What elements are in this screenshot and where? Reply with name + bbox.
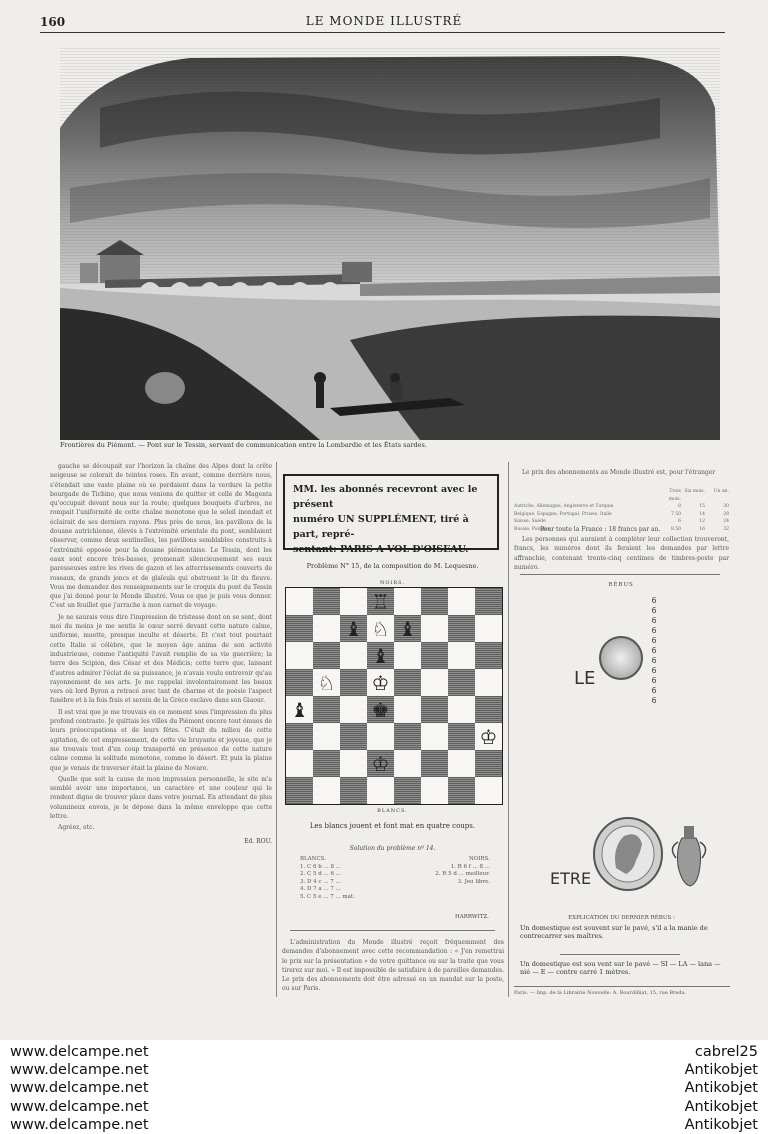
- chess-square: [421, 669, 448, 696]
- rebus-six: 6: [651, 696, 657, 705]
- rebus-word-le: LE: [574, 668, 596, 689]
- price-cell: 32: [723, 526, 729, 532]
- page-number: 160: [40, 15, 66, 29]
- header-rule: [40, 32, 725, 33]
- price-cell: 8 50: [670, 526, 681, 532]
- chess-square: [475, 750, 502, 777]
- coin-medal-icon: [599, 636, 643, 680]
- price-country: Belgique, Espagne, Portugal, Prusse, Italie: [514, 511, 612, 517]
- solution-row: [300, 871, 490, 879]
- price-country: Suisse, Suède: [514, 519, 546, 524]
- price-row: [514, 503, 729, 511]
- solution-cell: 2. R 5 d ... meilleur.: [435, 871, 490, 877]
- chess-square: [367, 642, 394, 669]
- watermark-line: Antikobjet: [684, 1080, 758, 1097]
- chess-square: [367, 669, 394, 696]
- chess-square: [313, 777, 340, 804]
- price-cell: 16: [699, 526, 705, 532]
- solution-cell: 1. R 6 f ... 8 ...: [450, 863, 490, 870]
- article-paragraph: Agréez, etc.: [58, 824, 95, 832]
- france-price-note: Pour toute la France : 18 francs par an.: [540, 526, 661, 533]
- chess-square: [394, 777, 421, 804]
- price-cell: 30: [723, 504, 729, 509]
- rebus-six: 6: [651, 606, 657, 615]
- solution-cell: 1. C 6 b ... 8 ...: [300, 863, 341, 870]
- running-title: LE MONDE ILLUSTRÉ: [305, 14, 463, 28]
- supplement-notice: [283, 474, 499, 555]
- back-issues-note-text: Les personnes qui auraient à compléter leur collection trouveront, francs, les numéros dont ils feraient les demandes par lettre affranchie, contenant trente-cinq centimes de timbres-poste par numéro.: [514, 536, 729, 571]
- price-header-row: [514, 488, 729, 503]
- chess-square: [475, 588, 502, 615]
- chess-piece: ♔: [479, 724, 498, 749]
- subscription-intro: [514, 468, 729, 479]
- chess-square: [367, 615, 394, 642]
- chess-square: [286, 723, 313, 750]
- solution-cell: 3. Jeu libre.: [457, 878, 490, 885]
- rebus-cameo-and-vase-icon: [586, 808, 718, 894]
- subscription-intro-text: Le prix des abonnements au Monde illustré est, pour l'étranger: [522, 469, 716, 476]
- watermark-line: www.delcampe.net: [10, 1080, 149, 1097]
- chess-square: [313, 615, 340, 642]
- price-col-header: Trois mois.: [668, 489, 681, 502]
- article-column: [50, 462, 272, 846]
- chess-board: [285, 587, 503, 805]
- chess-square: [475, 615, 502, 642]
- rebus-title: RÉBUS: [608, 582, 634, 588]
- price-cell: 8: [678, 504, 681, 509]
- rebus-six: 6: [651, 596, 657, 605]
- chess-square: [448, 615, 475, 642]
- chess-square: [313, 696, 340, 723]
- chess-white-label: BLANCS.: [377, 808, 408, 814]
- chess-square: [475, 723, 502, 750]
- chess-square: [286, 750, 313, 777]
- chess-square: [421, 615, 448, 642]
- rebus-six: 6: [651, 676, 657, 685]
- solution-cell: 3. D 4 c ... 7 ...: [300, 878, 341, 885]
- chess-square: [394, 588, 421, 615]
- solution-row: [300, 856, 490, 864]
- chess-square: [286, 777, 313, 804]
- chess-square: [340, 750, 367, 777]
- watermark-line: Antikobjet: [684, 1116, 758, 1133]
- chess-piece: ♖: [371, 589, 390, 614]
- notice-line: numéro UN SUPPLÉMENT, tiré à part, repré-: [293, 514, 469, 540]
- chess-square: [367, 696, 394, 723]
- price-row: [514, 511, 729, 519]
- chess-piece: ♝: [398, 616, 417, 641]
- chess-square: [394, 642, 421, 669]
- chess-piece: ♘: [317, 670, 336, 695]
- column-divider-1: [276, 462, 277, 997]
- chess-square: [340, 777, 367, 804]
- chess-square: [421, 777, 448, 804]
- watermark-line: www.delcampe.net: [10, 1098, 149, 1115]
- article-paragraph: gauche se découpait sur l'horizon la chaîne des Alpes dont la crête neigeuse se colorait de teintes roses. En avant, comme derrière nous, s'étendait une vaste plaine où se perdaient dans la verdure la petite bourgade de Tichino, que nous venions de quitter et celle de Magenta qu'occupait devant nous sur la route; quelques bouquets d'arbres, ne rompait l'uniformité de cette chaîne monotone que le soleil inondait et éclairait de ses derniers rayons. Plus près de nous, les pavillons de la douane autrichienne, élevés à l'extrémité orientale du pont, semblaient observer, comme deux sentinelles, les pavillons semblables construits à l'extrémité opposée pour la douane piémontaise. Le Tessin, dont les eaux sont encore très-basses, promenait silencieusement ses eaux paresseuses entre les rives de gazon et les atterrissements couverts de roseaux, de grands joncs et de glaïeuls qui obstruent le lit du fleuve. Vous me demandez des renseignements sur le croquis du pont du Tessin que j'ai donné pour le Monde illustré. Vous ce que je puis vous donner. C'est un feuillet que j'arrache à mon carnet de voyage.: [50, 463, 272, 610]
- notice-line: MM. les abonnés recevront avec le présent: [293, 484, 478, 510]
- chess-square: [448, 669, 475, 696]
- chess-black-label: NOIRS.: [379, 580, 406, 586]
- chess-square: [448, 642, 475, 669]
- chess-piece: ♝: [371, 643, 390, 668]
- chess-square: [421, 723, 448, 750]
- watermark-left: [10, 1043, 149, 1134]
- chess-square: [394, 696, 421, 723]
- price-country: Russie, Pologne: [514, 526, 551, 532]
- chess-square: [475, 669, 502, 696]
- price-cell: 24: [723, 519, 729, 524]
- rebus-explanation-1: Un domestique est souvent sur le pavé, s'il a la manie de contrecarrer ses maîtres.: [520, 924, 708, 940]
- chess-square: [448, 777, 475, 804]
- chess-square: [340, 642, 367, 669]
- watermark-right: [685, 1043, 758, 1134]
- chess-square: [421, 642, 448, 669]
- chess-square: [421, 696, 448, 723]
- price-cell: 28: [723, 511, 729, 517]
- chess-square: [340, 696, 367, 723]
- article-paragraph: Il est vrai que je me trouvais en ce moment sous l'impression du plus profond contraste. Je quittais les villes du Piémont encore tout émues de leurs préoccupations et de leurs fêtes. C'était du milieu de cette agitation, de cet empressement, de cette vie bruyante et joyeuse, que je me trouvais tout d'un coup transporté en présence de cette nature calme comme la solitude monotone, comme le désert. Et puis la plaine que je venais de traverser était la plaine de Novare.: [50, 708, 272, 772]
- solution-row: [300, 864, 490, 872]
- rebus-six: 6: [651, 626, 657, 635]
- chess-square: [286, 696, 313, 723]
- solution-cell: BLANCS.: [300, 856, 327, 862]
- price-col-header: Un an.: [713, 489, 729, 494]
- rebus-six: 6: [651, 616, 657, 625]
- chess-problem-title: Problème N° 15, de la composition de M. Lequesne.: [306, 562, 479, 570]
- chess-square: [475, 777, 502, 804]
- solution-cell: NOIRS.: [469, 856, 490, 862]
- price-cell: 12: [699, 519, 705, 524]
- price-cell: 14: [699, 511, 705, 517]
- article-paragraph: Je ne saurais vous dire l'impression de tristesse dont on se sent, dont moi du moins je me sentis le cœur serré devant cette nature calme, uniforme, muette, presque inculte et déserte. Et c'est tout pourtant cette Italie si célèbre, que le moyen âge anima de son activité industrieuse, comme l'antiquité l'avait remplie de sa vie guerrière; la terre des Scipion, des César et des Médicis; cette terre que, laissant d'autres admirer l'éclat de sa puissance, je n'avais voulu entrevoir qu'au rayonnement de ses arts. Je me rappelai involontairement les beaux vers où lord Byron a retracé avec tant de charme et de poésie l'aspect funèbre et à la fois frais et serein de la Grèce esclave dans son Giaour.: [50, 613, 272, 705]
- chess-square: [340, 669, 367, 696]
- chess-square: [367, 723, 394, 750]
- chess-square: [448, 588, 475, 615]
- watermark-line: www.delcampe.net: [10, 1062, 149, 1079]
- section-rule: [560, 954, 680, 955]
- watermark-line: Antikobjet: [684, 1062, 758, 1079]
- price-cell: 6: [678, 519, 681, 524]
- price-col-header: Six mois.: [684, 489, 705, 494]
- price-country: Autriche, Allemagne, Angleterre et Turquie: [514, 504, 614, 509]
- chess-square: [340, 723, 367, 750]
- chess-square: [313, 669, 340, 696]
- chess-square: [286, 588, 313, 615]
- section-rule: [290, 930, 495, 931]
- section-rule: [520, 574, 720, 575]
- rebus-explanation-2: Un domestique est sou vent sur le pavé — SI — LA — lana — nié — E — contre carré 1 mètres.: [520, 960, 721, 976]
- watermark-line: www.delcampe.net: [10, 1116, 149, 1133]
- chess-square: [448, 696, 475, 723]
- rebus-six: 6: [651, 686, 657, 695]
- rebus-six: 6: [651, 636, 657, 645]
- solution-cell: 2. C 5 d ... 6 ...: [300, 871, 341, 877]
- chess-square: [367, 750, 394, 777]
- article-signature: Ed. ROU.: [244, 837, 272, 845]
- chess-mate-instruction: Les blancs jouent et font mat en quatre coups.: [309, 822, 476, 830]
- watermark-line: cabrel25: [694, 1044, 758, 1060]
- chess-square: [448, 723, 475, 750]
- chess-square: [286, 642, 313, 669]
- illustration-caption: Frontières du Piémont. — Pont sur le Tessin, servant de communication entre la Lombardie et les États sardes.: [60, 441, 427, 449]
- solution-table: [300, 856, 490, 901]
- chess-square: [313, 642, 340, 669]
- chess-square: [286, 615, 313, 642]
- solution-row: [300, 879, 490, 887]
- administration-note-text: L'administration du Monde illustré reçoit fréquemment des demandes d'abonnement avec cette recommandation : « J'en remettrai le prix sur la présentation » de votre quittance ou sur la traite que vous tirerez sur moi. » Il est impossible de satisfaire à de pareilles demandes. Le prix des abonnements doit être adressé en un mandat sur la poste, ou sur Paris.: [282, 939, 504, 993]
- chess-square: [475, 696, 502, 723]
- price-cell: 15: [699, 504, 705, 509]
- chess-piece: ♔: [371, 751, 390, 776]
- chess-piece: ♔: [371, 670, 390, 695]
- notice-line: sentant: PARIS A VOL D'OISEAU.: [293, 544, 469, 555]
- chess-square: [313, 750, 340, 777]
- section-rule: [514, 986, 730, 987]
- watermark-line: www.delcampe.net: [10, 1044, 149, 1060]
- back-issues-note: [514, 535, 729, 574]
- solution-title: Solution du problème nº 14.: [349, 845, 436, 852]
- chess-square: [421, 750, 448, 777]
- chess-square: [340, 615, 367, 642]
- chess-square: [448, 750, 475, 777]
- rebus-sixes: [645, 596, 663, 706]
- solution-row: [300, 894, 490, 902]
- chess-square: [394, 750, 421, 777]
- chess-square: [313, 723, 340, 750]
- watermark-line: Antikobjet: [684, 1098, 758, 1115]
- chess-square: [394, 669, 421, 696]
- chess-square: [367, 588, 394, 615]
- chess-square: [475, 642, 502, 669]
- chess-piece: ♝: [290, 697, 309, 722]
- administration-note: [282, 938, 504, 996]
- printer-imprint: Paris. — Imp. de la Librairie Nouvelle. A. Bourdilliat, 15, rue Breda.: [514, 990, 687, 996]
- chess-piece: ♘: [371, 616, 390, 641]
- article-paragraph: Quelle que soit la cause de mon impression personnelle, le site m'a semblé avoir une importance, un caractère et une couleur qui le rendent digne de trouver place dans votre journal. En attendant de plus volumineux envois, je le dépose dans la même enveloppe que cette lettre.: [50, 775, 272, 820]
- price-cell: 7 50: [670, 511, 681, 517]
- chess-square: [394, 723, 421, 750]
- chess-square: [394, 615, 421, 642]
- solution-author: HARRWITZ.: [455, 914, 489, 920]
- chess-square: [367, 777, 394, 804]
- chess-square: [340, 588, 367, 615]
- bridge-engraving: [60, 48, 720, 440]
- column-divider-2: [508, 462, 509, 997]
- solution-cell: 4. D 7 a ... 7 ...: [300, 886, 341, 892]
- rebus-word-etre: ETRE: [550, 869, 592, 888]
- chess-square: [421, 588, 448, 615]
- rebus-six: 6: [651, 646, 657, 655]
- chess-piece: ♚: [371, 697, 390, 722]
- rebus-explanation-title: EXPLICATION DU DERNIER RÉBUS :: [568, 915, 675, 921]
- chess-square: [286, 669, 313, 696]
- rebus-six: 6: [651, 666, 657, 675]
- chess-piece: ♝: [344, 616, 363, 641]
- price-row: [514, 518, 729, 526]
- chess-square: [313, 588, 340, 615]
- solution-row: [300, 886, 490, 894]
- solution-cell: 5. C 5 e ... 7 ... mat.: [300, 893, 355, 900]
- rebus-six: 6: [651, 656, 657, 665]
